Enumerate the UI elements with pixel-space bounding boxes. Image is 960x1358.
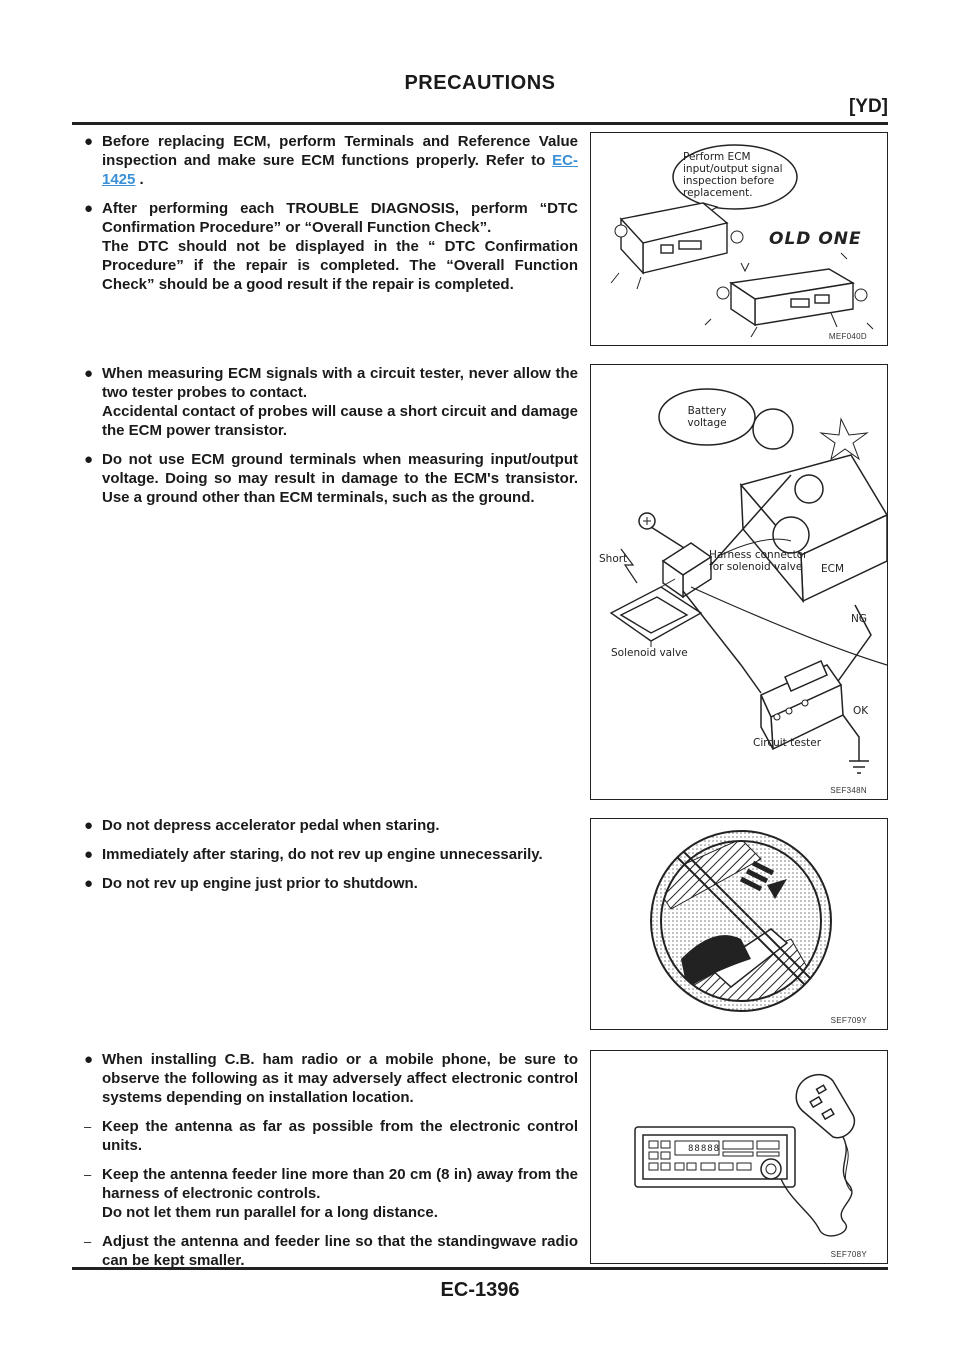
figure-mef040d xyxy=(590,132,888,346)
figure-id: MEF040D xyxy=(828,332,867,341)
figure-id: SEF709Y xyxy=(830,1016,867,1025)
label-ng: NG xyxy=(851,613,867,625)
header-rule xyxy=(72,122,888,125)
list-item xyxy=(84,816,578,835)
figure-sef708y xyxy=(590,1050,888,1264)
bullet-text: Do not let them run parallel for a long distance. xyxy=(102,1204,438,1221)
bullet-dot: ● xyxy=(84,875,94,892)
footer-rule xyxy=(72,1267,888,1270)
circuit-tester xyxy=(761,661,843,749)
microphone xyxy=(796,1075,854,1138)
bullet-dot: ● xyxy=(84,846,94,863)
text-block-circuit-tester xyxy=(84,364,578,517)
ecm-unit-left xyxy=(621,203,727,273)
label-solenoid-valve: Solenoid valve xyxy=(611,647,688,659)
figure-callout: Perform ECM input/output signal inspection before replacement. xyxy=(683,151,783,199)
figure-sef348n xyxy=(590,364,888,800)
radio-display: 88888 xyxy=(688,1144,721,1154)
list-item-continuation xyxy=(84,237,578,294)
bullet-dash: – xyxy=(84,1119,92,1134)
bullet-dot: ● xyxy=(84,1051,94,1068)
text-block-radio xyxy=(84,1050,578,1280)
list-item xyxy=(84,450,578,507)
solenoid-valve xyxy=(611,587,701,641)
bullet-dot: ● xyxy=(84,365,94,382)
figure-id: SEF708Y xyxy=(830,1250,867,1259)
page-number: EC-1396 xyxy=(440,1279,520,1301)
bullet-dot: ● xyxy=(84,817,94,834)
no-rev-illustration xyxy=(591,819,887,1029)
list-item xyxy=(84,1050,578,1107)
bullet-text: After performing each TROUBLE DIAGNOSIS, perform “DTC Confirmation Procedure” or “Overall Function Check”. xyxy=(102,200,578,236)
figure-sef709y xyxy=(590,818,888,1030)
list-item-continuation xyxy=(84,402,578,440)
bullet-dash: – xyxy=(84,1167,92,1182)
bullet-text: Do not depress accelerator pedal when staring. xyxy=(102,817,440,834)
list-item xyxy=(84,199,578,237)
ecm-box xyxy=(741,455,887,601)
bullet-text: When installing C.B. ham radio or a mobile phone, be sure to observe the following as it may adversely affect electronic control systems depending on installation location. xyxy=(102,1051,578,1106)
list-item xyxy=(84,845,578,864)
list-item-continuation xyxy=(84,1203,578,1222)
bullet-text: Do not rev up engine just prior to shutdown. xyxy=(102,875,418,892)
bullet-text: Keep the antenna feeder line more than 20 cm (8 in) away from the harness of electronic controls. xyxy=(102,1166,578,1202)
short-circuit-illustration xyxy=(591,365,887,799)
bullet-dot: ● xyxy=(84,200,94,217)
bullet-text: Immediately after staring, do not rev up engine unnecessarily. xyxy=(102,846,543,863)
list-item-sub xyxy=(84,1165,578,1203)
bullet-text: Adjust the antenna and feeder line so that the standingwave radio can be kept smaller. xyxy=(102,1233,578,1269)
cb-radio-illustration xyxy=(591,1051,887,1263)
bullet-text: The DTC should not be displayed in the “ DTC Confirmation Procedure” if the repair is completed. The “Overall Function Check” should be a good result if the repair is completed. xyxy=(102,238,578,293)
bullet-dot: ● xyxy=(84,451,94,468)
bullet-text: Keep the antenna as far as possible from the electronic control units. xyxy=(102,1118,578,1154)
text-block-accelerator xyxy=(84,816,578,903)
old-one-stamp: OLD ONE xyxy=(769,229,862,249)
text-block-ecm-replacement xyxy=(84,132,578,304)
bullet-text: Before replacing ECM, perform Terminals and Reference Value inspection and make sure ECM functions properly. Refer to xyxy=(102,133,578,169)
bullet-dot: ● xyxy=(84,133,94,150)
list-item xyxy=(84,132,578,189)
label-harness-connector: Harness connector for solenoid valve xyxy=(709,549,808,573)
ec-1425-link[interactable]: EC-1425 xyxy=(102,152,578,188)
bullet-text: When measuring ECM signals with a circuit tester, never allow the two tester probes to contact. xyxy=(102,365,578,401)
bullet-dash: – xyxy=(84,1234,92,1249)
list-item-sub xyxy=(84,1117,578,1155)
list-item-sub xyxy=(84,1232,578,1270)
harness-connector xyxy=(663,543,711,597)
page-title: PRECAUTIONS xyxy=(404,72,556,94)
list-item xyxy=(84,364,578,402)
bullet-text-end: . xyxy=(135,171,144,188)
section-tag: [YD] xyxy=(848,96,888,117)
figure-id: SEF348N xyxy=(830,786,867,795)
label-short: Short xyxy=(599,553,628,565)
list-item xyxy=(84,874,578,893)
ecm-unit-old xyxy=(731,269,853,325)
bullet-text: Do not use ECM ground terminals when measuring input/output voltage. Doing so may result in damage to the ECM's transistor. Use a ground other than ECM terminals, such as the ground. xyxy=(102,451,578,506)
bullet-text: Accidental contact of probes will cause a short circuit and damage the ECM power transistor. xyxy=(102,403,578,439)
label-battery-voltage: Battery voltage xyxy=(687,405,727,429)
label-circuit-tester: Circuit tester xyxy=(753,737,822,749)
label-ecm: ECM xyxy=(821,563,845,575)
label-ok: OK xyxy=(853,705,869,717)
